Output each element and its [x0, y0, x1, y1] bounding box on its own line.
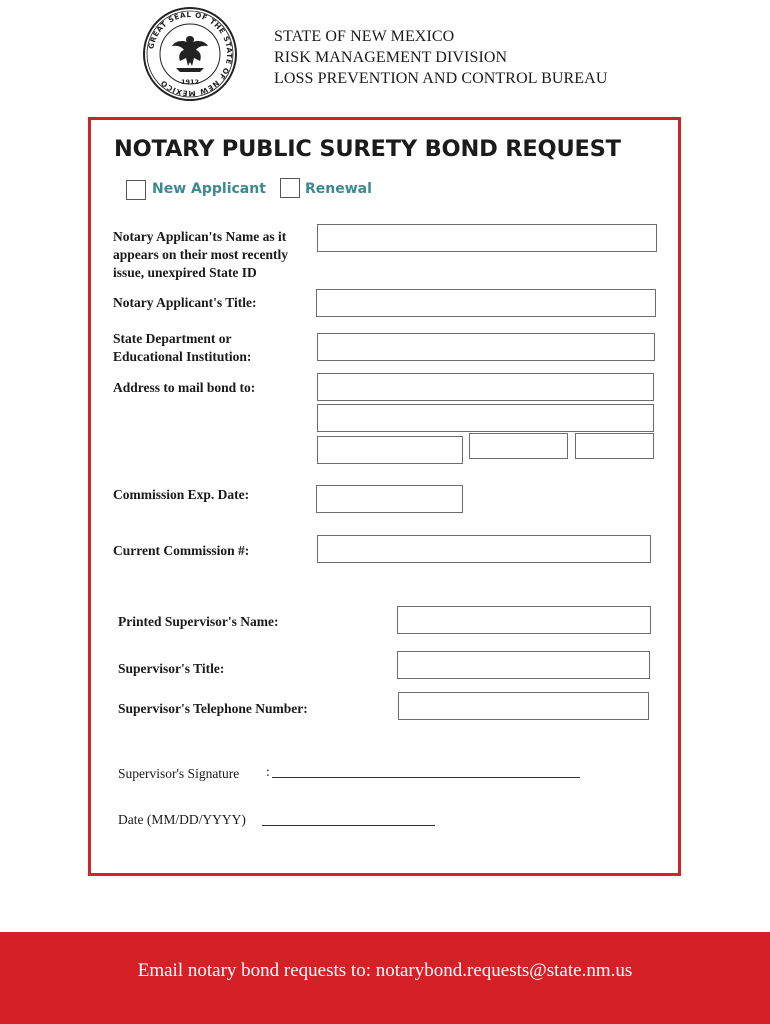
supervisor-title-field[interactable] [397, 651, 650, 679]
applicant-title-label: Notary Applicant's Title: [113, 295, 257, 310]
form-title: NOTARY PUBLIC SURETY BOND REQUEST [114, 136, 621, 162]
applicant-name-field[interactable] [317, 224, 657, 252]
seal-year: 1912 [180, 78, 200, 86]
supervisor-name-label: Printed Supervisor's Name: [118, 614, 279, 629]
commission-number-label: Current Commission #: [113, 543, 250, 558]
address-line1-field[interactable] [317, 373, 654, 401]
agency-line: STATE OF NEW MEXICO [274, 28, 455, 45]
agency-line: LOSS PREVENTION AND CONTROL BUREAU [274, 70, 608, 87]
address-zip-field[interactable] [575, 433, 654, 459]
address-label: Address to mail bond to: [113, 380, 256, 395]
agency-line: RISK MANAGEMENT DIVISION [274, 49, 508, 66]
footer-email-text: Email notary bond requests to: notarybond.requests@state.nm.us [137, 960, 633, 981]
date-label: Date (MM/DD/YYYY) [118, 812, 246, 827]
supervisor-name-field[interactable] [397, 606, 651, 634]
agency-header [274, 26, 608, 89]
supervisor-phone-field[interactable] [398, 692, 649, 720]
signature-line[interactable] [272, 777, 580, 778]
commission-exp-field[interactable] [316, 485, 463, 513]
supervisor-phone-label: Supervisor's Telephone Number: [118, 701, 308, 716]
renewal-checkbox[interactable] [280, 178, 300, 198]
address-line2-field[interactable] [317, 404, 654, 432]
address-state-field[interactable] [469, 433, 568, 459]
new-applicant-label: New Applicant [152, 181, 266, 197]
renewal-label: Renewal [305, 181, 372, 197]
applicant-title-field[interactable] [316, 289, 656, 317]
seal-text: GREAT SEAL OF THE STATE OF NEW MEXICO [146, 9, 235, 99]
date-line[interactable] [262, 825, 435, 826]
state-seal-icon [142, 6, 238, 102]
applicant-name-label: Notary Applican'ts Name as it appears on their most recently issue, unexpired State ID [113, 229, 288, 280]
institution-label: State Department or Educational Institution: [113, 331, 252, 364]
signature-label: Supervisor's Signature [118, 766, 240, 781]
address-city-field[interactable] [317, 436, 463, 464]
supervisor-title-label: Supervisor's Title: [118, 661, 225, 676]
new-applicant-checkbox[interactable] [126, 180, 146, 200]
commission-number-field[interactable] [317, 535, 651, 563]
signature-colon: : [266, 764, 270, 779]
commission-exp-label: Commission Exp. Date: [113, 487, 250, 502]
institution-field[interactable] [317, 333, 655, 361]
